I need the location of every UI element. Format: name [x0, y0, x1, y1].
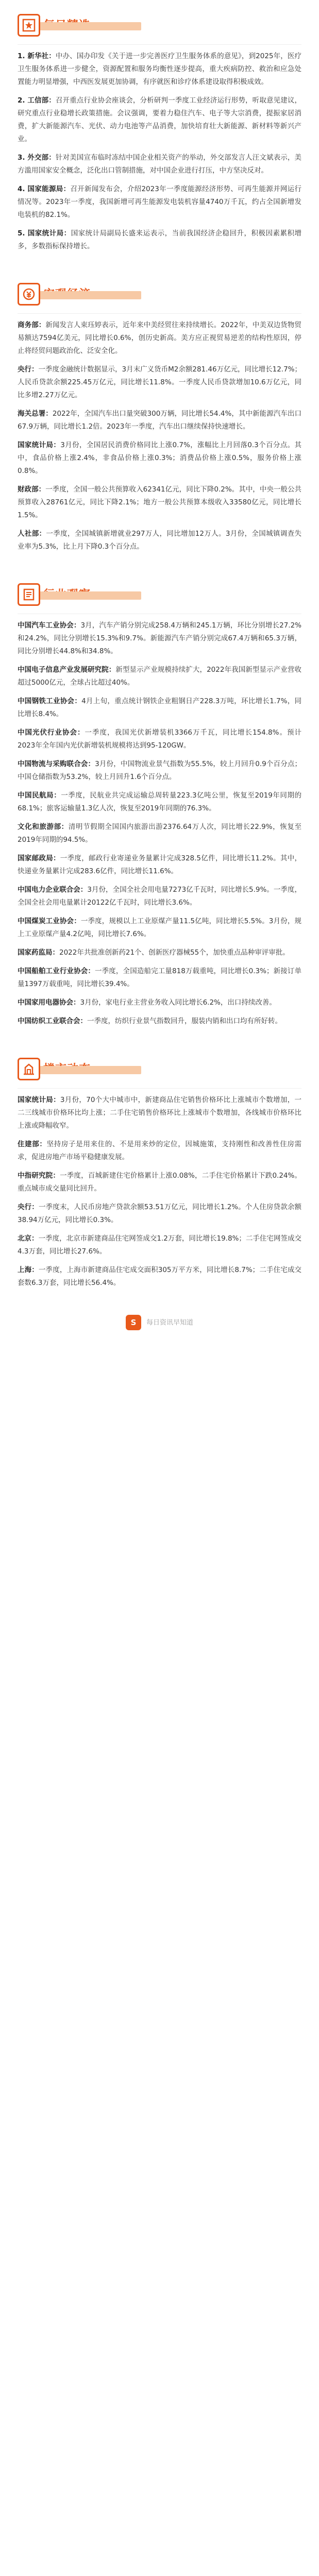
- news-item: [18, 528, 301, 553]
- news-item: [18, 1201, 301, 1227]
- news-source: 中国船舶工业行业协会：: [18, 967, 95, 975]
- news-text: 3月份，全国全社会用电量7273亿千瓦时，同比增长5.9%。一季度，全国全社会用电量累计20122亿千瓦时，同比增长3.6%。: [18, 886, 301, 907]
- section-property-market: [0, 1039, 319, 1300]
- news-text: 一季度，民航业共完成运输总周转量223.3亿吨公里，恢复至2019年同期的68.1%；旅客运输量1.3亿人次，恢复至2019年同期的76.3%。: [18, 791, 301, 812]
- news-item: [18, 884, 301, 909]
- news-item: [18, 363, 301, 402]
- news-text: 一季度，百城新建住宅价格累计上涨0.08%，二手住宅价格累计下跌0.24%。重点城市成交量同比回升。: [18, 1172, 302, 1193]
- news-text: 3月，汽车产销分别完成258.4万辆和245.1万辆，环比分别增长27.2%和24.2%，同比分别增长15.3%和9.7%。新能源汽车产销分别完成67.4万辆和65.3万辆，同比分别增长44.8%和34.8%。: [18, 621, 301, 655]
- news-text: 新型显示产业规模持续扩大，2022年我国新型显示产业营收超过5000亿元，全球占比超过40%。: [18, 666, 301, 687]
- document-list-icon: [18, 583, 40, 606]
- news-text: 坚持房子是用来住的、不是用来炒的定位，因城施策，支持刚性和改善性住房需求，促进房地产市场平稳健康发展。: [18, 1140, 302, 1161]
- building-icon: [18, 1058, 40, 1080]
- news-item: [18, 1232, 301, 1258]
- news-item: [18, 483, 301, 522]
- news-text: 一季度金融统计数据显示，3月末广义货币M2余额281.46万亿元，同比增长12.7%；人民币贷款余额225.45万亿元，同比增长11.8%。一季度人民币贷款增加10.6万亿元，同比多增2.27万亿元。: [18, 365, 302, 399]
- news-item: [18, 619, 301, 658]
- news-source: 中国煤炭工业协会：: [18, 917, 81, 925]
- news-item: [18, 789, 301, 815]
- section-daily-picks: [0, 0, 319, 264]
- news-source: 文化和旅游部：: [18, 823, 69, 831]
- news-item: [18, 996, 301, 1009]
- news-source: 中国光伏行业协会：: [18, 728, 85, 737]
- news-item: [18, 915, 301, 941]
- news-text: 一季度，我国光伏新增装机3366万千瓦，同比增长154.8%。预计2023年全年国内光伏新增装机规模将达到95-120GW。: [18, 728, 301, 750]
- brand-logo: S: [126, 1315, 141, 1330]
- coin-icon: [18, 283, 40, 306]
- news-text: 一季度，规模以上工业原煤产量11.5亿吨，同比增长5.5%。3月份，规上工业原煤产量4.2亿吨，同比增长7.6%。: [18, 917, 302, 938]
- news-source: 住建部：: [18, 1140, 47, 1148]
- news-text: 国家统计局副局长盛来运表示，当前我国经济企稳回升，积极因素累积增多，多数指标保持增长。: [18, 229, 301, 250]
- news-item: [18, 1170, 301, 1195]
- star-badge-icon: [18, 14, 40, 37]
- news-item: [18, 1094, 301, 1132]
- news-text: 3月份，70个大中城市中，新建商品住宅销售价格环比上涨城市个数增加，一二三线城市价格环比均上涨；二手住宅销售价格环比上涨城市个数增加，各线城市价格环比上涨或降幅收窄。: [18, 1096, 301, 1130]
- news-text: 一季度，上海市新建商品住宅成交面积305万平方米，同比增长8.7%；二手住宅成交套数6.3万套，同比增长56.4%。: [18, 1266, 301, 1287]
- news-item: [18, 1015, 301, 1028]
- divider: [18, 44, 301, 45]
- brand-text: 每日资讯早知道: [146, 1318, 193, 1327]
- news-text: 3月份，中国物流业景气指数为55.5%，较上月回升0.9个百分点；中国仓储指数为53.2%，较上月回升1.6个百分点。: [18, 760, 301, 781]
- news-source: 央行：: [18, 365, 39, 374]
- news-item: [18, 50, 301, 89]
- news-source: 人社部：: [18, 530, 46, 538]
- news-text: 中办、国办印发《关于进一步完善医疗卫生服务体系的意见》，到2025年，医疗卫生服务体系进一步健全，资源配置和服务均衡性逐步提高，重大疾病防控、救治和应急处置能力明显增强，中西医发展更加协调，有序就医和诊疗体系建设取得积极成效。: [18, 52, 301, 86]
- news-text: 新闻发言人束珏婷表示，近年来中美经贸往来持续增长。2022年，中美双边货物贸易额达7594亿美元，同比增长0.6%，创历史新高。美方应正视贸易逆差的结构性原因，停止将经贸问题政治化、泛安全化。: [18, 321, 302, 355]
- news-source: 国家统计局：: [18, 1096, 60, 1104]
- news-text: 召开重点行业协会座谈会，分析研判一季度工业经济运行形势，听取意见建议，研究重点行业稳增长政策措施。会议强调，要着力稳住汽车、电子等大宗消费，提振家居消费，扩大新能源汽车、光伏、动力电池等产品消费，加快培育壮大新能源、新材料等新兴产业。: [18, 96, 301, 143]
- section-header: [18, 1057, 301, 1081]
- news-item: [18, 758, 301, 784]
- news-text: 一季度，全国一般公共预算收入62341亿元，同比下降0.2%。其中，中央一般公共预算收入28761亿元，同比下降2.1%；地方一般公共预算本级收入33580亿元，同比增长1.5%。: [18, 485, 301, 519]
- news-item: [18, 726, 301, 752]
- section-header: [18, 282, 301, 306]
- news-source: 北京：: [18, 1234, 39, 1243]
- news-source: 上海：: [18, 1266, 39, 1274]
- news-item: [18, 408, 301, 433]
- news-text: 一季度末，人民币房地产贷款余额53.51万亿元，同比增长1.2%。个人住房贷款余额38.94万亿元，同比增长0.3%。: [18, 1203, 301, 1224]
- news-text: 一季度，全国造船完工量818万载重吨，同比增长0.3%；新接订单量1397万载重吨，同比增长39.4%。: [18, 967, 301, 988]
- news-source: 国家药监局：: [18, 948, 59, 957]
- news-source: 中国钢铁工业协会：: [18, 697, 82, 705]
- news-text: 3月份，全国居民消费价格同比上涨0.7%，涨幅比上月回落0.3个百分点。其中，食品价格上涨2.4%，非食品价格上涨0.3%；消费品价格上涨0.5%，服务价格上涨0.8%。: [18, 441, 301, 475]
- news-source: 中国汽车工业协会：: [18, 621, 81, 630]
- news-item: [18, 821, 301, 846]
- news-source: 国家统计局：: [18, 441, 61, 449]
- news-source: 5. 国家统计局：: [18, 229, 71, 238]
- news-text: 4月上旬，重点统计钢铁企业粗钢日产228.3万吨，环比增长1.7%，同比增长8.4%。: [18, 697, 301, 718]
- news-text: 2022年，全国汽车出口量突破300万辆，同比增长54.4%，其中新能源汽车出口67.9万辆，同比增长1.2倍。2023年一季度，汽车出口继续保持快速增长。: [18, 410, 301, 431]
- news-source: 3. 外交部：: [18, 154, 56, 162]
- news-source: 国家邮政局：: [18, 854, 60, 862]
- news-item: [18, 1138, 301, 1164]
- news-item: [18, 965, 301, 991]
- news-source: 央行：: [18, 1203, 39, 1211]
- news-source: 4. 国家能源局：: [18, 185, 71, 193]
- news-item: [18, 852, 301, 878]
- section-header: [18, 583, 301, 606]
- news-item: [18, 946, 301, 959]
- divider: [18, 313, 301, 314]
- news-source: 中国民航局：: [18, 791, 61, 800]
- news-source: 海关总署：: [18, 410, 53, 418]
- news-item: [18, 664, 301, 689]
- section-macro-economy: [0, 264, 319, 564]
- news-item: [18, 439, 301, 478]
- news-text: 召开新闻发布会，介绍2023年一季度能源经济形势、可再生能源并网运行情况等。2023年一季度，我国新增可再生能源发电装机容量4740万千瓦，约占全国新增发电装机的82.1%。: [18, 185, 301, 219]
- news-text: 2022年共批准创新药21个、创新医疗器械55个，加快重点品种审评审批。: [59, 948, 290, 957]
- news-source: 中国电力企业联合会：: [18, 886, 88, 894]
- news-item: [18, 319, 301, 358]
- section-industry-watch: [0, 564, 319, 1039]
- news-item: [18, 1264, 301, 1290]
- news-item: [18, 94, 301, 146]
- section-header: [18, 13, 301, 37]
- news-source: 中国家用电器协会：: [18, 998, 80, 1007]
- divider: [18, 1088, 301, 1089]
- news-source: 中指研究院：: [18, 1172, 60, 1180]
- news-text: 3月份，家电行业主营业务收入同比增长6.2%，出口持续改善。: [80, 998, 276, 1007]
- footer-brand: [0, 1300, 319, 1341]
- news-text: 一季度，全国城镇新增就业297万人，同比增加12万人。3月份，全国城镇调查失业率为5.3%，比上月下降0.3个百分点。: [18, 530, 301, 551]
- news-source: 中国物流与采购联合会：: [18, 760, 95, 768]
- news-source: 2. 工信部：: [18, 96, 56, 105]
- news-text: 一季度，邮政行业寄递业务量累计完成328.5亿件，同比增长11.2%。其中，快递业务量累计完成283.6亿件，同比增长11.6%。: [18, 854, 301, 875]
- news-source: 财政部：: [18, 485, 46, 494]
- news-source: 中国电子信息产业发展研究院：: [18, 666, 116, 674]
- news-text: 一季度，纺织行业景气指数回升，服装内销和出口均有所好转。: [87, 1017, 282, 1025]
- news-item: [18, 695, 301, 721]
- news-item: [18, 151, 301, 177]
- news-source: 中国纺织工业联合会：: [18, 1017, 87, 1025]
- news-text: 针对美国宣布临时冻结中国企业相关资产的举动，外交部发言人汪文斌表示，美方滥用国家安全概念，泛化出口管制措施，对中国企业进行打压，中方坚决反对。: [18, 154, 301, 175]
- news-text: 一季度，北京市新建商品住宅网签成交1.2万套，同比增长19.8%；二手住宅网签成交4.3万套，同比增长27.6%。: [18, 1234, 302, 1256]
- news-source: 商务部：: [18, 321, 46, 329]
- news-source: 1. 新华社：: [18, 52, 56, 60]
- news-item: [18, 227, 301, 253]
- news-text: 清明节假期全国国内旅游出游2376.64万人次，同比增长22.9%，恢复至2019年同期的94.5%。: [18, 823, 302, 844]
- news-item: [18, 183, 301, 222]
